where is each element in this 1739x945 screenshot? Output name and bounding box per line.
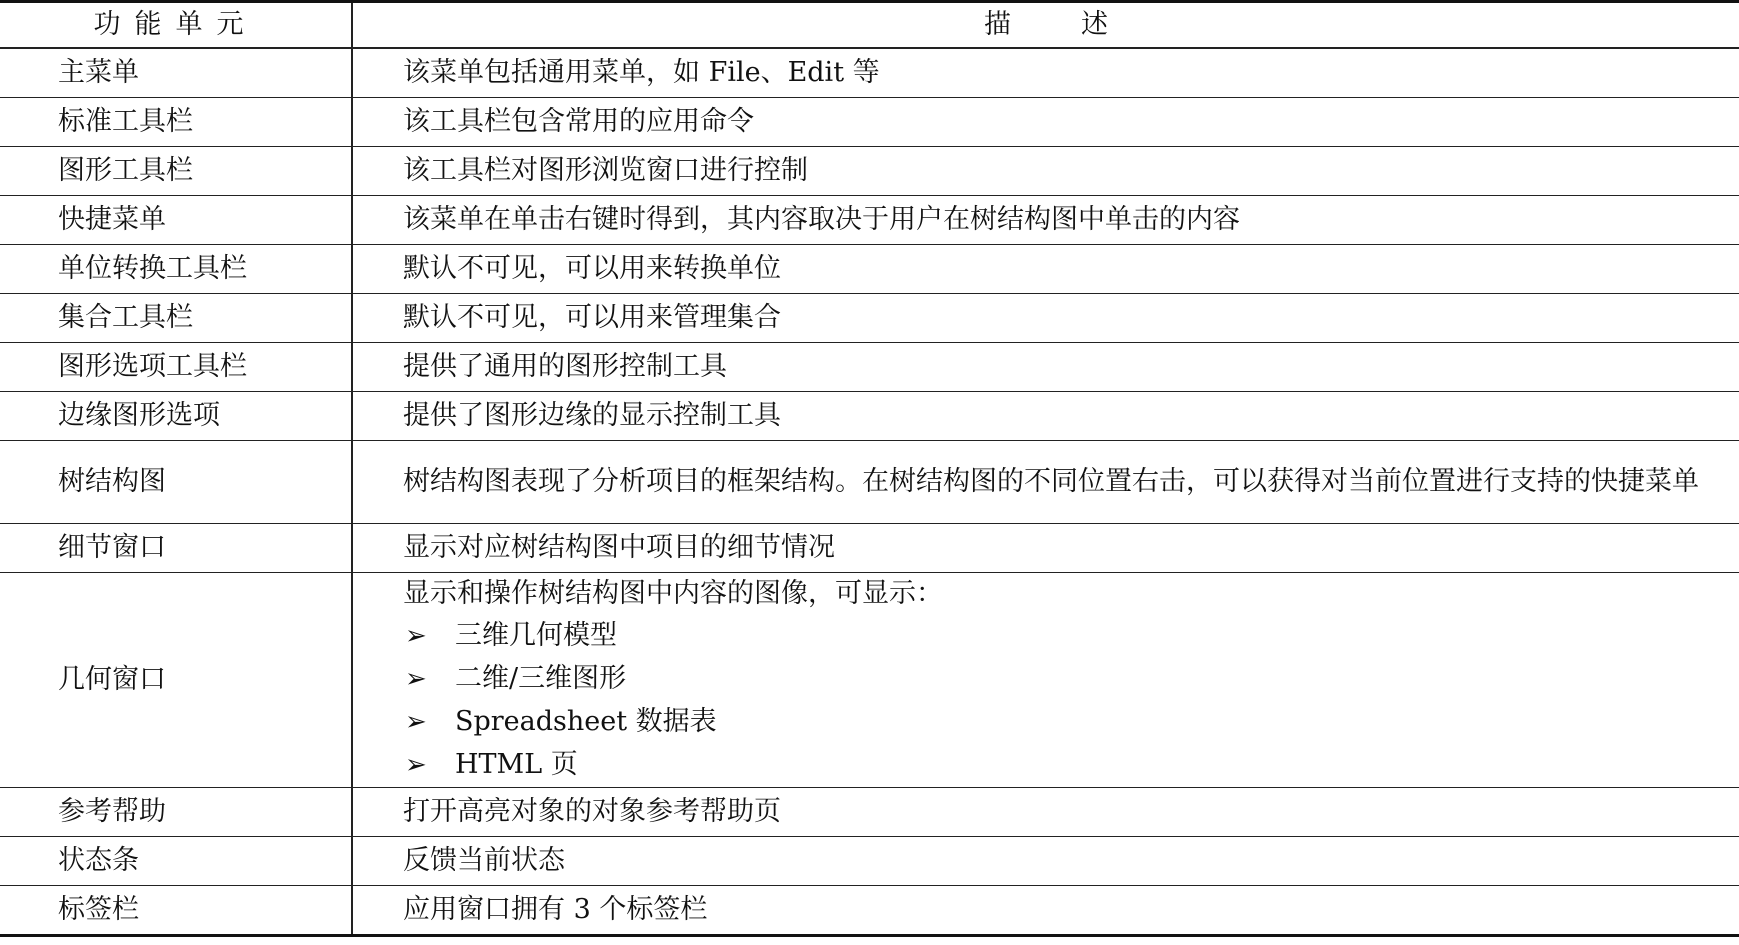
unit-cell: 单位转换工具栏: [0, 245, 352, 294]
list-item: [403, 614, 1709, 657]
table-row: [0, 294, 1739, 343]
unit-cell: 集合工具栏: [0, 294, 352, 343]
list-item-text: HTML 页: [455, 748, 578, 780]
table-header-row: [0, 2, 1739, 49]
table-row: [0, 441, 1739, 524]
description-cell: 该菜单包括通用菜单，如 File、Edit 等: [352, 48, 1739, 98]
arrowhead-bullet-icon: ➢: [405, 749, 427, 780]
unit-cell: 状态条: [0, 837, 352, 886]
description-cell: 该工具栏包含常用的应用命令: [352, 98, 1739, 147]
list-item-text: 二维/三维图形: [455, 662, 627, 694]
unit-cell: 树结构图: [0, 441, 352, 524]
description-text: 树结构图表现了分析项目的框架结构。在树结构图的不同位置右击，可以获得对当前位置进行支持的快捷菜单: [403, 466, 1699, 497]
table-row: [0, 48, 1739, 98]
table-row: [0, 573, 1739, 788]
table-row: [0, 837, 1739, 886]
unit-cell: 图形选项工具栏: [0, 343, 352, 392]
table-row: [0, 886, 1739, 936]
table-row: [0, 392, 1739, 441]
arrowhead-bullet-icon: ➢: [405, 663, 427, 694]
unit-cell: 图形工具栏: [0, 147, 352, 196]
unit-cell: 几何窗口: [0, 573, 352, 788]
table-row: [0, 245, 1739, 294]
unit-cell: 标准工具栏: [0, 98, 352, 147]
table-row: [0, 524, 1739, 573]
description-cell: 反馈当前状态: [352, 837, 1739, 886]
list-item-text: 三维几何模型: [455, 619, 617, 651]
table-row: [0, 788, 1739, 837]
arrowhead-bullet-icon: ➢: [405, 620, 427, 651]
unit-cell: 主菜单: [0, 48, 352, 98]
description-cell: 显示对应树结构图中项目的细节情况: [352, 524, 1739, 573]
unit-cell: 细节窗口: [0, 524, 352, 573]
description-cell: 该工具栏对图形浏览窗口进行控制: [352, 147, 1739, 196]
description-cell: 打开高亮对象的对象参考帮助页: [352, 788, 1739, 837]
description-cell: 该菜单在单击右键时得到，其内容取决于用户在树结构图中单击的内容: [352, 196, 1739, 245]
table-row: [0, 343, 1739, 392]
list-item: [403, 743, 1709, 786]
unit-cell: 标签栏: [0, 886, 352, 936]
header-description: 描述: [352, 2, 1739, 49]
table-row: [0, 147, 1739, 196]
description-cell: 提供了图形边缘的显示控制工具: [352, 392, 1739, 441]
list-item-text: Spreadsheet 数据表: [455, 705, 717, 737]
table-row: [0, 98, 1739, 147]
list-item: [403, 657, 1709, 700]
table-row: [0, 196, 1739, 245]
description-cell: 默认不可见，可以用来管理集合: [352, 294, 1739, 343]
description-text: 显示和操作树结构图中内容的图像，可显示：: [403, 578, 943, 609]
description-cell: 默认不可见，可以用来转换单位: [352, 245, 1739, 294]
description-cell: [352, 441, 1739, 524]
unit-cell: 边缘图形选项: [0, 392, 352, 441]
bullet-list: [403, 614, 1709, 786]
list-item: [403, 700, 1709, 743]
description-cell: [352, 573, 1739, 788]
description-cell: 提供了通用的图形控制工具: [352, 343, 1739, 392]
unit-cell: 参考帮助: [0, 788, 352, 837]
header-function-unit: 功能单元: [0, 2, 352, 49]
arrowhead-bullet-icon: ➢: [405, 706, 427, 737]
unit-cell: 快捷菜单: [0, 196, 352, 245]
description-cell: 应用窗口拥有 3 个标签栏: [352, 886, 1739, 936]
